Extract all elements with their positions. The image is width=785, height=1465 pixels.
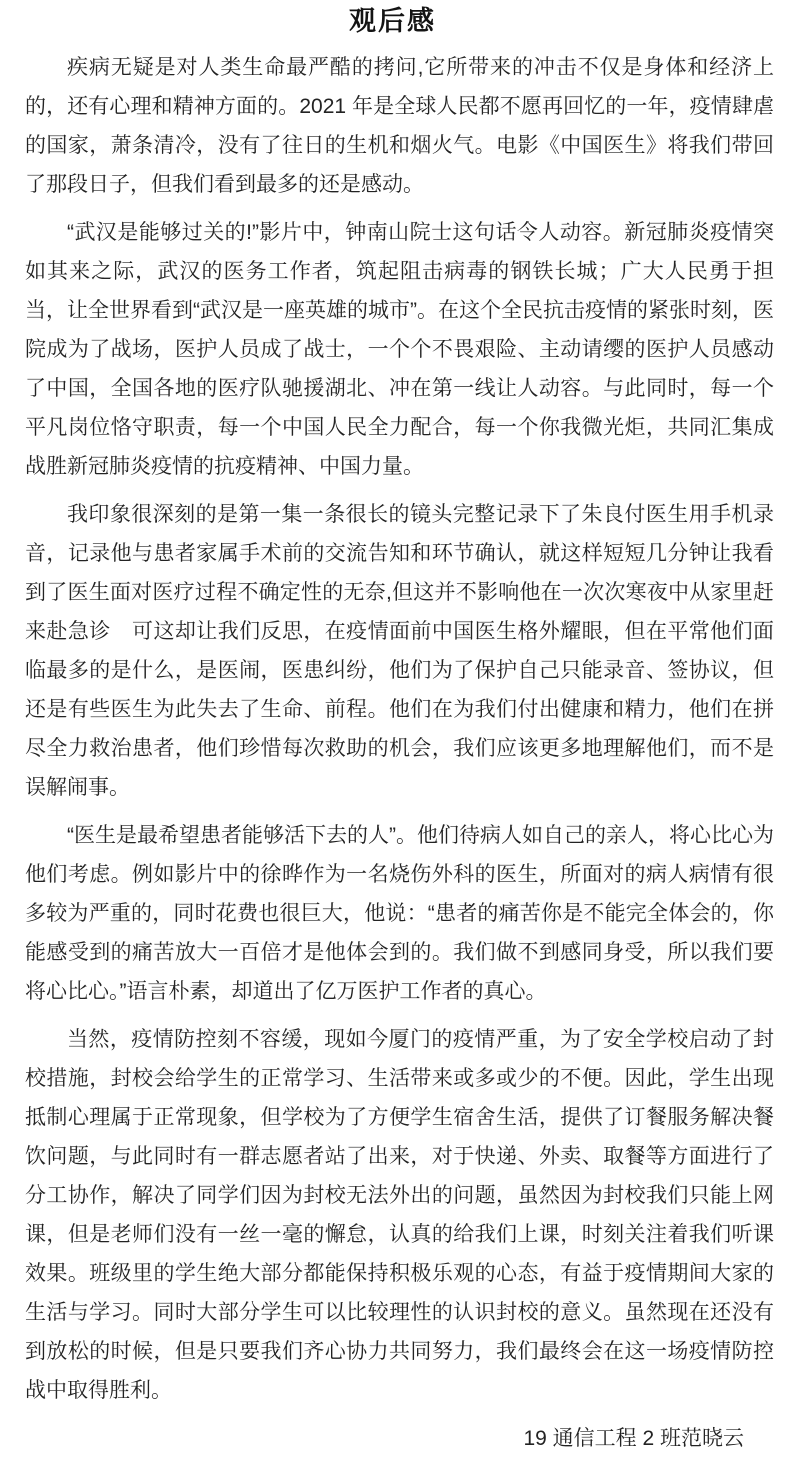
essay-paragraph-3: 我印象很深刻的是第一集一条很长的镜头完整记录下了朱良付医生用手机录音，记录他与患者家属手术前的交流告知和环节确认，就这样短短几分钟让我看到了医生面对医疗过程不确定性的无奈,但这并不影响他在一次次寒夜中从家里赶来赴急诊 可这却让我们反思，在疫情面前中国医生格外耀眼，但在平常他们面临最多的是什么，是医闹，医患纠纷，他们为了保护自己只能录音、签协议，但还是有些医生为此失去了生命、前程。他们在为我们付出健康和精力，他们在拼尽全力救治患者，他们珍惜每次救助的机会，我们应该更多地理解他们，而不是误解闹事。 bbox=[25, 503, 774, 799]
essay-title: 观后感 bbox=[349, 6, 436, 36]
essay-paragraph-2: “武汉是能够过关的!”影片中，钟南山院士这句话令人动容。新冠肺炎疫情突如其来之际，武汉的医务工作者，筑起阻击病毒的钢铁长城；广大人民勇于担当，让全世界看到“武汉是一座英雄的城市”。在这个全民抗击疫情的紧张时刻，医院成为了战场，医护人员成了战士，一个个不畏艰险、主动请缨的医护人员感动了中国，全国各地的医疗队驰援湖北、冲在第一线让人动容。与此同时，每一个平凡岗位恪守职责，每一个中国人民全力配合，每一个你我微光炬，共同汇集成战胜新冠肺炎疫情的抗疫精神、中国力量。 bbox=[25, 221, 774, 478]
essay-paragraph-4: “医生是最希望患者能够活下去的人”。他们待病人如自己的亲人，将心比心为他们考虑。例如影片中的徐晔作为一名烧伤外科的医生，所面对的病人病情有很多较为严重的，同时花费也很巨大，他说：“患者的痛苦你是不能完全体会的，你能感受到的痛苦放大一百倍才是他体会到的。我们做不到感同身受，所以我们要将心比心。”语言朴素，却道出了亿万医护工作者的真心。 bbox=[25, 824, 774, 1003]
essay-paragraph-5: 当然，疫情防控刻不容缓，现如今厦门的疫情严重，为了安全学校启动了封校措施，封校会给学生的正常学习、生活带来或多或少的不便。因此，学生出现抵制心理属于正常现象，但学校为了方便学生宿舍生活，提供了订餐服务解决餐饮问题，与此同时有一群志愿者站了出来，对于快递、外卖、取餐等方面进行了分工协作，解决了同学们因为封校无法外出的问题，虽然因为封校我们只能上网课，但是老师们没有一丝一毫的懈怠，认真的给我们上课，时刻关注着我们听课效果。班级里的学生绝大部分都能保持积极乐观的心态，有益于疫情期间大家的生活与学习。同时大部分学生可以比较理性的认识封校的意义。虽然现在还没有到放松的时候，但是只要我们齐心协力共同努力，我们最终会在这一场疫情防控战中取得胜利。 bbox=[25, 1028, 774, 1402]
essay-signature: 19 通信工程 2 班范晓云 bbox=[523, 1427, 744, 1450]
essay-body bbox=[25, 48, 774, 1458]
essay-paragraph-1: 疾病无疑是对人类生命最严酷的拷问,它所带来的冲击不仅是身体和经济上的，还有心理和精神方面的。2021 年是全球人民都不愿再回忆的一年，疫情肆虐的国家，萧条清冷，没有了往日的生机和烟火气。电影《中国医生》将我们带回了那段日子，但我们看到最多的还是感动。 bbox=[25, 56, 774, 196]
